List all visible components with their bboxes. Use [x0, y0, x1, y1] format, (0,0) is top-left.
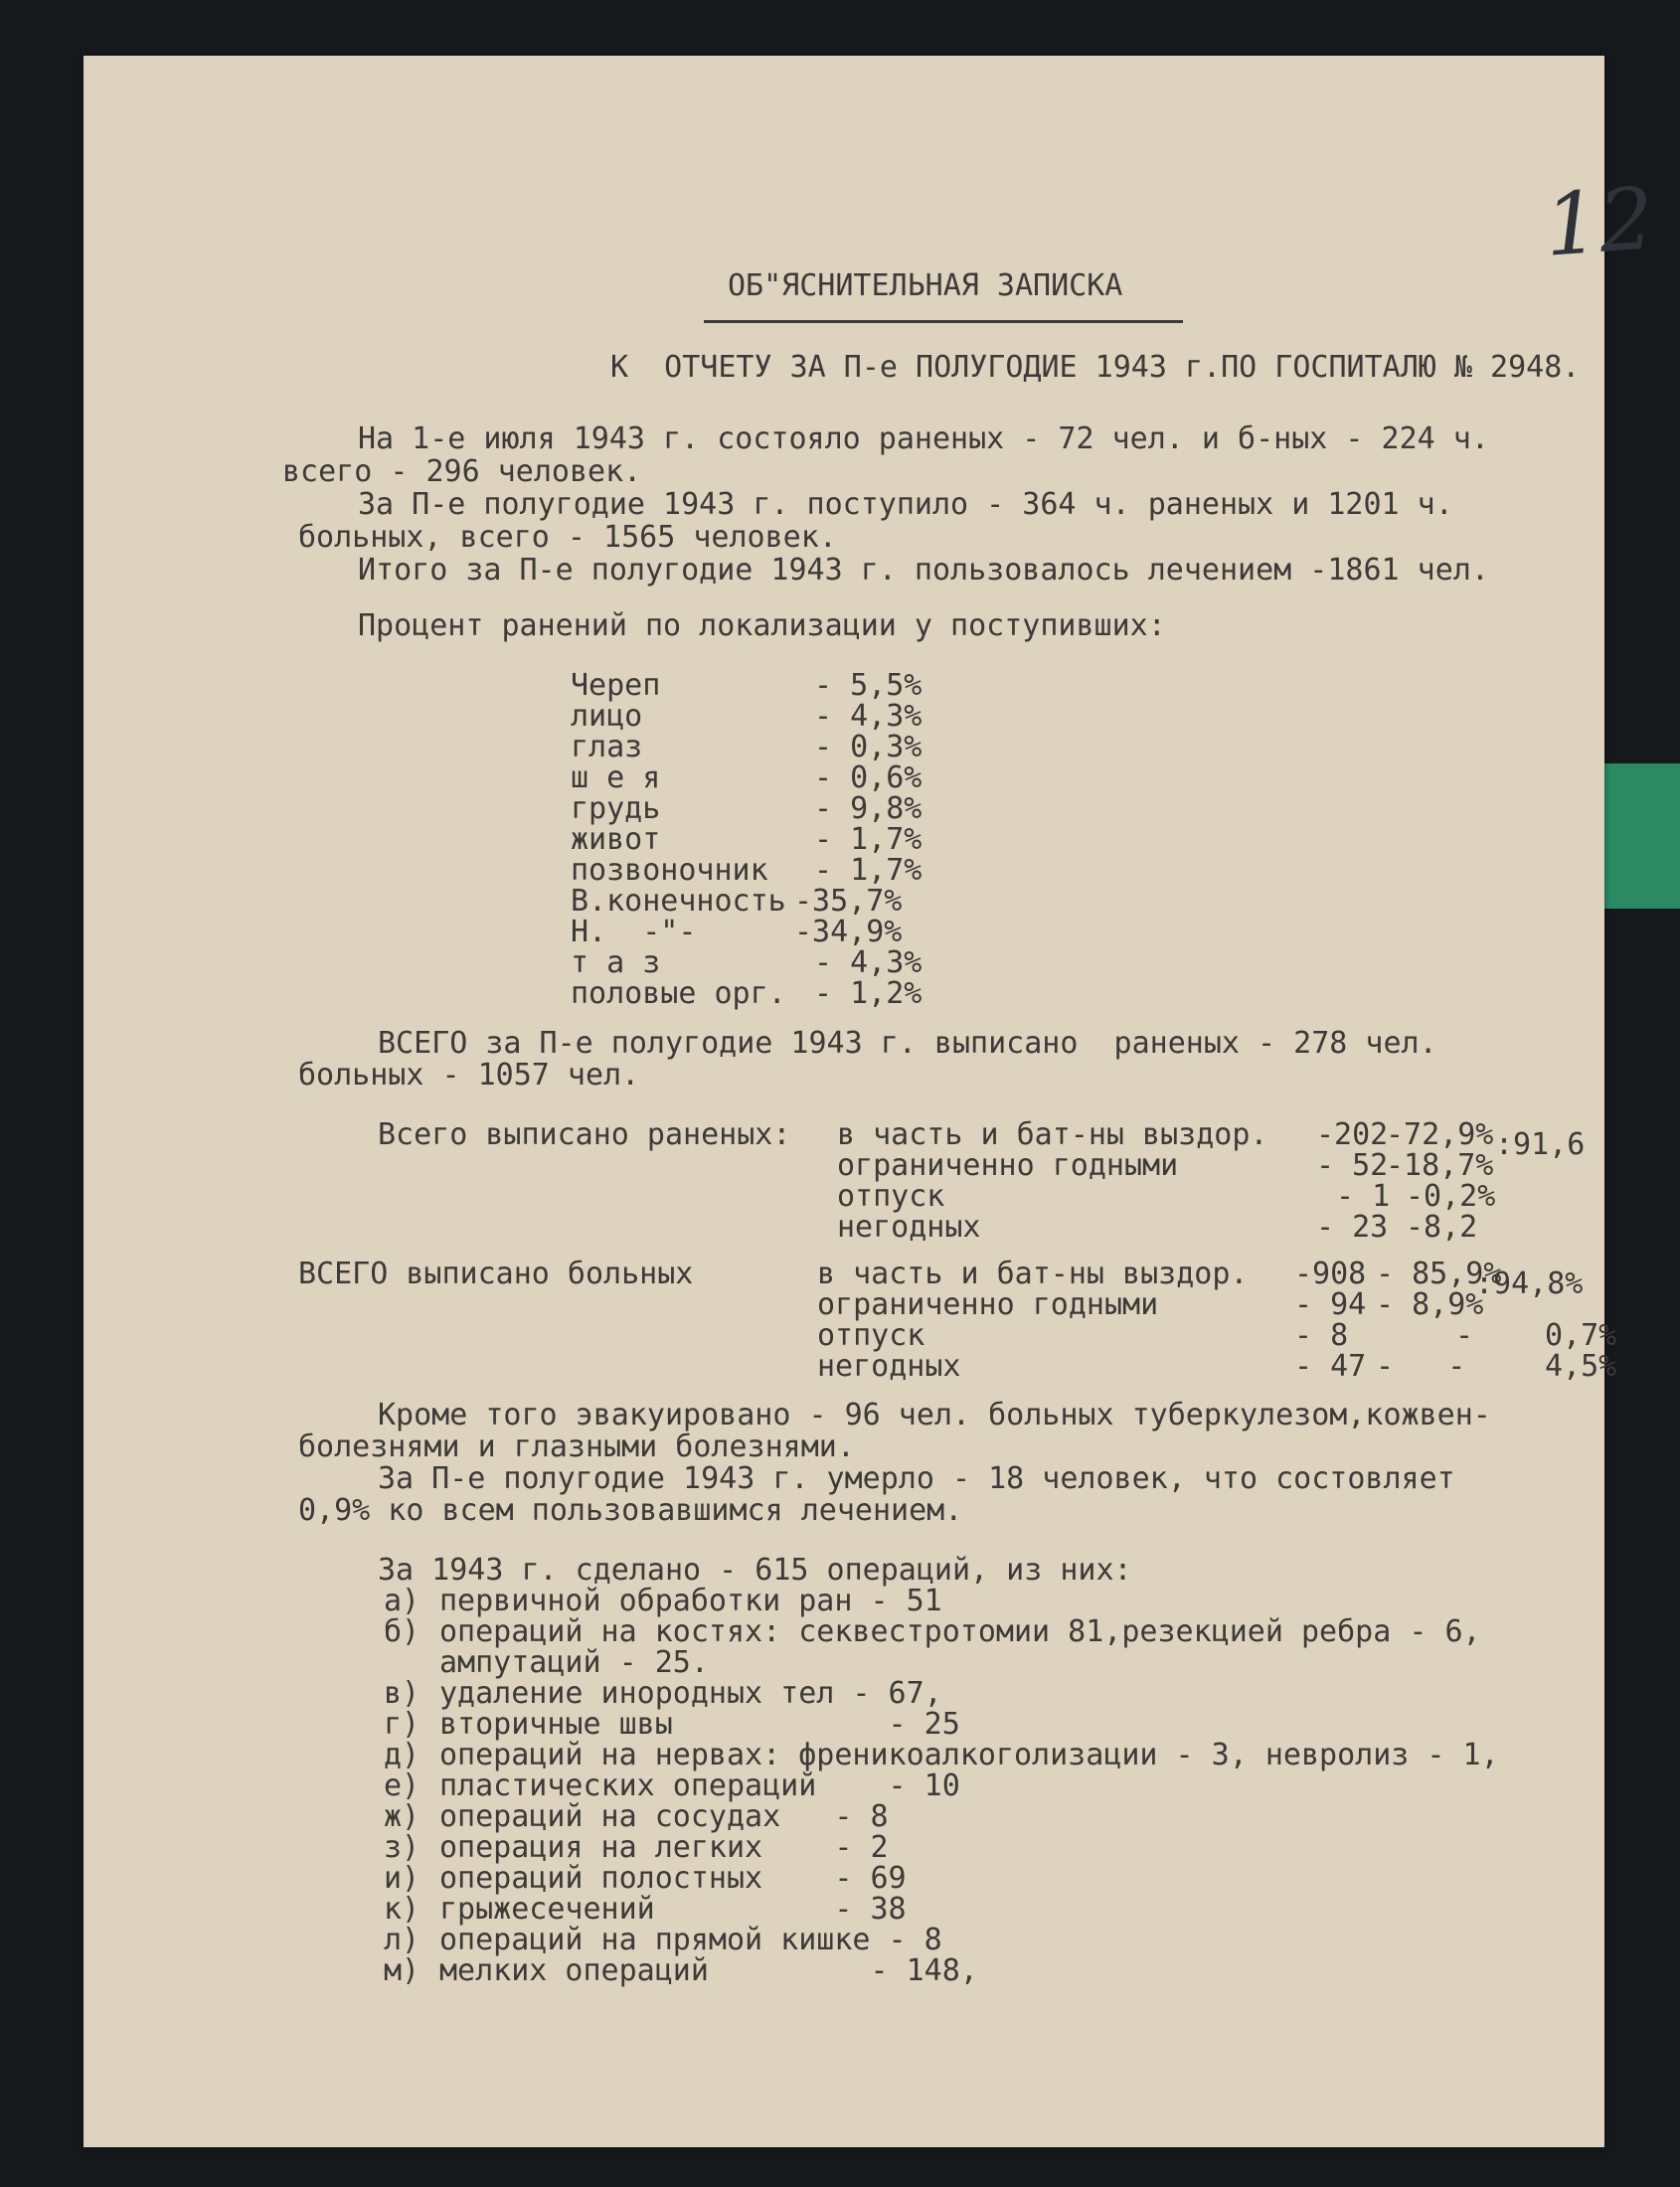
wounded-row-label: ограниченно годными [837, 1148, 1179, 1183]
operation-text: операций полостных - 69 [439, 1861, 907, 1896]
sick-row-pct: - 85,9% [1376, 1257, 1502, 1291]
sick-row-count: - 8 [1294, 1318, 1349, 1353]
operation-text: пластических операций - 10 [439, 1768, 960, 1803]
localization-value: - 1,2% [814, 976, 923, 1011]
intro-line: За П-е полугодие 1943 г. поступило - 364 ч. раненых и 1201 ч. [358, 487, 1453, 522]
title-underline [704, 320, 1183, 323]
document-page [84, 56, 1657, 2147]
sick-row-count: -908 [1294, 1257, 1367, 1291]
localization-label: В.конечность [571, 884, 786, 919]
evac-line: болезнями и глазными болезнями. [298, 1430, 855, 1464]
evac-line: За П-е полугодие 1943 г. умерло - 18 человек, что состовляет [378, 1461, 1455, 1496]
wounded-row-count: - 52 [1316, 1148, 1389, 1183]
wounded-row-pct: -18,7% [1386, 1148, 1494, 1183]
operation-text: мелких операций - 148, [439, 1953, 978, 1988]
operation-text: ампутаций - 25. [439, 1645, 709, 1680]
operation-letter: в) [384, 1676, 420, 1711]
localization-value: - 1,7% [814, 822, 923, 857]
localization-label: глаз [571, 730, 643, 764]
operation-letter: б) [384, 1614, 420, 1649]
operations-heading: За 1943 г. сделано - 615 операций, из них: [378, 1553, 1132, 1588]
operation-letter: з) [384, 1830, 420, 1865]
sick-row-label: отпуск [817, 1318, 925, 1353]
discharged-total-line: ВСЕГО за П-е полугодие 1943 г. выписано раненых - 278 чел. [378, 1026, 1437, 1061]
wounded-prefix: Всего выписано раненых: [378, 1117, 791, 1152]
localization-value: - 9,8% [814, 791, 923, 826]
operation-letter: е) [384, 1768, 420, 1803]
evac-line: Кроме того эвакуировано - 96 чел. больных туберкулезом,кожвен- [378, 1398, 1491, 1432]
localization-value: - 1,7% [814, 853, 923, 888]
sick-row-count: - 47 [1294, 1349, 1367, 1384]
document-subtitle: К ОТЧЕТУ ЗА П-е ПОЛУГОДИЕ 1943 г.ПО ГОСПИТАЛЮ № 2948. [610, 350, 1581, 385]
sick-row-extra: 0,7% [1545, 1318, 1617, 1353]
wounded-row-count: -202 [1316, 1117, 1389, 1152]
operation-text: операций на прямой кишке - 8 [439, 1923, 942, 1957]
intro-line: На 1-е июля 1943 г. состояло раненых - 72 чел. и б-ных - 224 ч. [358, 421, 1489, 456]
sick-row-label: негодных [817, 1349, 961, 1384]
wounded-row-count: - 23 [1316, 1210, 1389, 1245]
intro-line: больных, всего - 1565 человек. [298, 520, 837, 555]
page-number: 12 [1541, 169, 1657, 276]
localization-value: - 4,3% [814, 945, 923, 980]
operation-letter: к) [384, 1892, 420, 1927]
discharged-total-line: больных - 1057 чел. [298, 1058, 640, 1093]
operation-letter: м) [384, 1953, 420, 1988]
wounded-row-label: в часть и бат-ны выздор. [837, 1117, 1268, 1152]
operation-letter: а) [384, 1584, 420, 1618]
localization-label: позвоночник [571, 853, 768, 888]
operation-letter: и) [384, 1861, 420, 1896]
sick-row-extra: 4,5% [1545, 1349, 1617, 1384]
operation-letter: г) [384, 1707, 420, 1742]
localization-label: Череп [571, 668, 661, 703]
localization-value: - 4,3% [814, 699, 923, 734]
operation-text: вторичные швы - 25 [439, 1707, 960, 1742]
operation-letter: л) [384, 1923, 420, 1957]
operation-text: удаление инородных тел - 67, [439, 1676, 942, 1711]
localization-value: - 0,6% [814, 760, 923, 795]
localization-value: -34,9% [794, 915, 903, 949]
wounded-row-count: - 1 [1336, 1179, 1391, 1214]
wounded-row-pct: -72,9% [1386, 1117, 1494, 1152]
operation-letter: ж) [384, 1799, 420, 1834]
operation-text: первичной обработки ран - 51 [439, 1584, 942, 1618]
operation-letter: д) [384, 1738, 420, 1772]
localization-label: ш е я [571, 760, 661, 795]
archive-tab [1593, 763, 1680, 909]
sick-row-extra: :94,8% [1475, 1266, 1584, 1301]
localization-heading: Процент ранений по локализации у поступивших: [358, 608, 1166, 643]
localization-label: т а з [571, 945, 661, 980]
localization-value: - 5,5% [814, 668, 923, 703]
sick-row-label: в часть и бат-ны выздор. [817, 1257, 1249, 1291]
wounded-row-pct: -0,2% [1406, 1179, 1496, 1214]
sick-row-label: ограниченно годными [817, 1287, 1159, 1322]
wounded-row-label: отпуск [837, 1179, 945, 1214]
localization-label: Н. -"- [571, 915, 697, 949]
wounded-row-label: негодных [837, 1210, 981, 1245]
operation-text: операций на нервах: френикоалкоголизации - 3, невролиз - 1, [439, 1738, 1499, 1772]
wounded-row-pct: -8,2 [1406, 1210, 1478, 1245]
localization-label: живот [571, 822, 661, 857]
localization-value: - 0,3% [814, 730, 923, 764]
localization-label: половые орг. [571, 976, 786, 1011]
sick-row-pct: - - [1376, 1349, 1466, 1384]
sick-row-pct: - [1455, 1318, 1474, 1353]
wounded-row-extra: :91,6 [1495, 1127, 1586, 1162]
evac-line: 0,9% ко всем пользовавшимся лечением. [298, 1493, 963, 1528]
localization-value: -35,7% [794, 884, 903, 919]
intro-line: всего - 296 человек. [282, 454, 642, 489]
sick-prefix: ВСЕГО выписано больных [298, 1257, 694, 1291]
operation-text: грыжесечений - 38 [439, 1892, 907, 1927]
sick-row-pct: - 8,9% [1376, 1287, 1484, 1322]
operation-text: операций на сосудах - 8 [439, 1799, 889, 1834]
operation-text: операция на легких - 2 [439, 1830, 889, 1865]
sick-row-count: - 94 [1294, 1287, 1367, 1322]
operation-text: операций на костях: секвестротомии 81,резекцией ребра - 6, [439, 1614, 1481, 1649]
document-title: ОБ"ЯСНИТЕЛЬНАЯ ЗАПИСКА [728, 268, 1123, 303]
localization-label: лицо [571, 699, 643, 734]
localization-label: грудь [571, 791, 661, 826]
intro-line: Итого за П-е полугодие 1943 г. пользовалось лечением -1861 чел. [358, 553, 1489, 588]
